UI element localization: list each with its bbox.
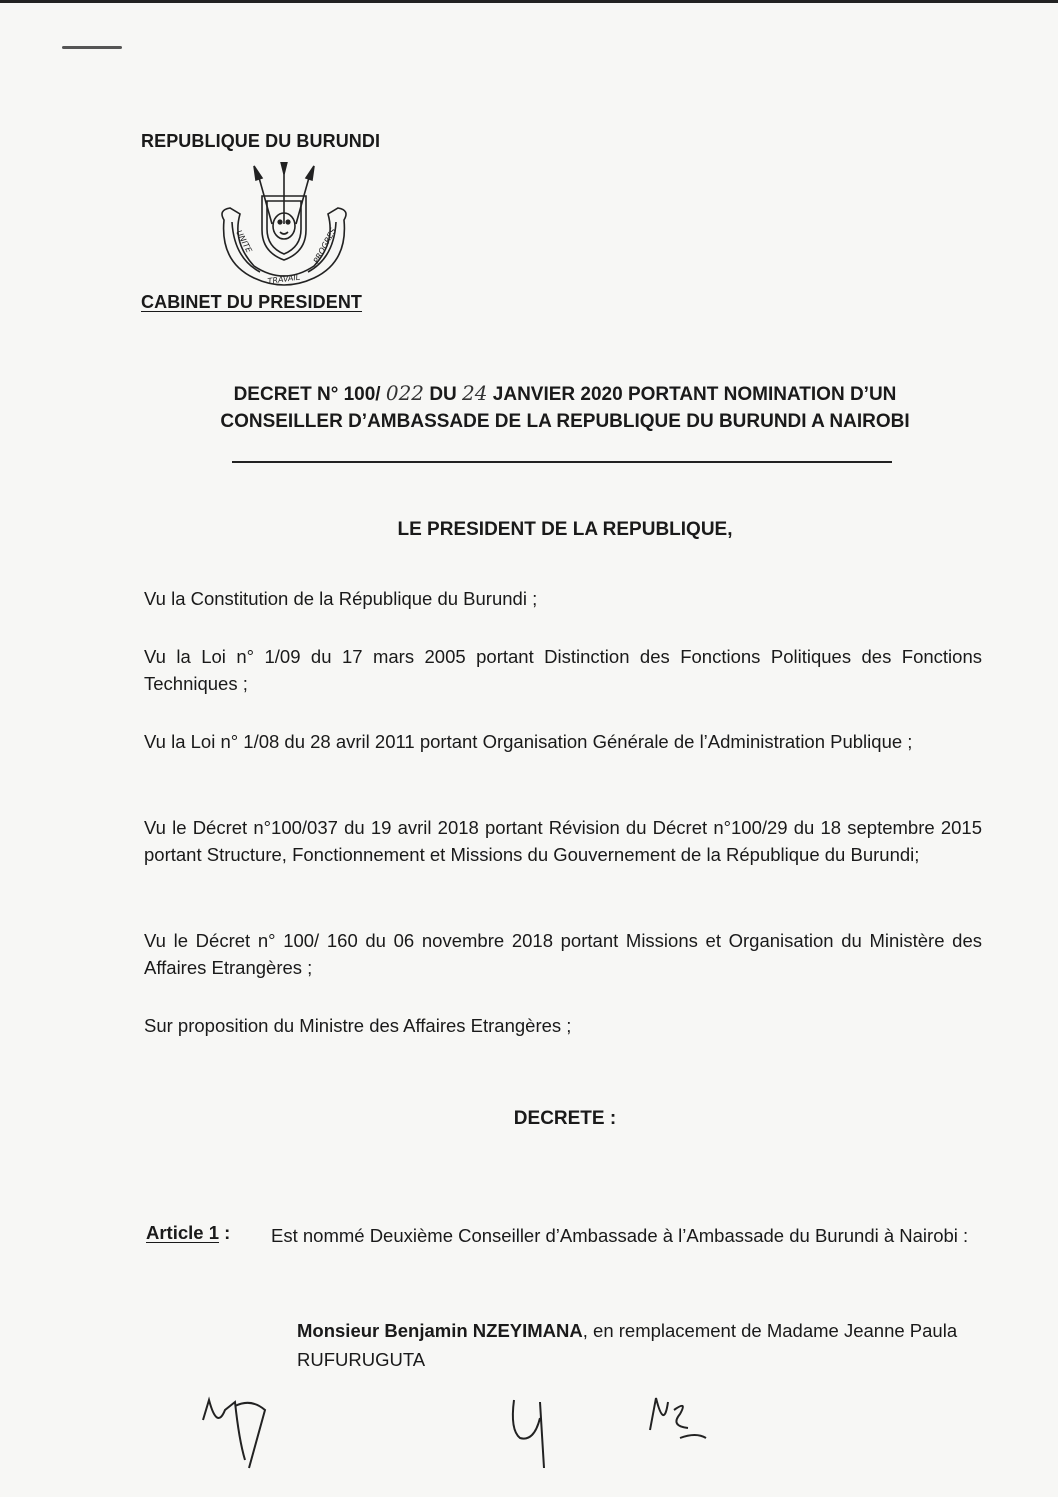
- nominee-first-name: Monsieur Benjamin: [297, 1320, 468, 1341]
- decree-title: [150, 380, 980, 435]
- article-1-label: [146, 1222, 230, 1244]
- scan-edge: [0, 0, 1058, 3]
- svg-text:TRAVAIL: TRAVAIL: [267, 272, 301, 286]
- consideration-loi-1-09: Vu la Loi n° 1/09 du 17 mars 2005 portant Distinction des Fonctions Politiques des Fonctions Techniques ;: [144, 646, 982, 694]
- decree-number-prefix: DECRET N° 100/: [233, 384, 381, 405]
- article-1-text: Est nommé Deuxième Conseiller d’Ambassade à l’Ambassade du Burundi à Nairobi :: [271, 1225, 969, 1246]
- consideration-loi-1-08: Vu la Loi n° 1/08 du 28 avril 2011 portant Organisation Générale de l’Administration Publique ;: [144, 731, 913, 752]
- consideration-decret-100-037: Vu le Décret n°100/037 du 19 avril 2018 portant Révision du Décret n°100/29 du 18 septembre 2015 portant Structure, Fonctionnement et Missions du Gouvernement de la République du Burundi;: [144, 817, 982, 865]
- article-1-colon: :: [219, 1222, 231, 1243]
- country-heading: REPUBLIQUE DU BURUNDI: [141, 131, 381, 151]
- nominee-paragraph: [297, 1316, 987, 1374]
- decree-day-handwritten: 24: [462, 381, 488, 405]
- nominee-replacement: , en remplacement de Madame Jeanne Paula RUFURUGUTA: [297, 1320, 958, 1370]
- decree-title-line1: [150, 380, 980, 408]
- handwritten-initials-middle: [500, 1380, 620, 1480]
- decree-du: DU: [429, 384, 457, 405]
- scan-mark: [62, 46, 122, 49]
- nominee-surname: NZEYIMANA: [472, 1320, 583, 1341]
- decrete-heading: DECRETE :: [513, 1108, 617, 1129]
- decree-title-rest: JANVIER 2020 PORTANT NOMINATION D’UN: [492, 384, 897, 405]
- svg-text:UNITE: UNITE: [234, 228, 254, 255]
- consideration-decret-100-160: Vu le Décret n° 100/ 160 du 06 novembre 2018 portant Missions et Organisation du Ministère des Affaires Etrangères ;: [144, 930, 982, 978]
- office-heading: CABINET DU PRESIDENT: [141, 292, 363, 312]
- coat-of-arms-emblem: [210, 162, 358, 290]
- decree-title-line2: CONSEILLER D’AMBASSADE DE LA REPUBLIQUE DU BURUNDI A NAIROBI: [220, 411, 910, 432]
- article-1-label-text: Article 1: [146, 1222, 220, 1243]
- consideration-constitution: Vu la Constitution de la République du Burundi ;: [144, 588, 538, 609]
- decree-number-handwritten: 022: [385, 381, 425, 405]
- consideration-proposition: Sur proposition du Ministre des Affaires Etrangères ;: [144, 1015, 572, 1036]
- handwritten-initials-left: [195, 1380, 315, 1480]
- svg-text:PROGRES: PROGRES: [311, 226, 338, 265]
- title-divider: [232, 461, 892, 463]
- handwritten-initials-right: [640, 1380, 760, 1480]
- president-heading: LE PRESIDENT DE LA REPUBLIQUE,: [397, 519, 733, 540]
